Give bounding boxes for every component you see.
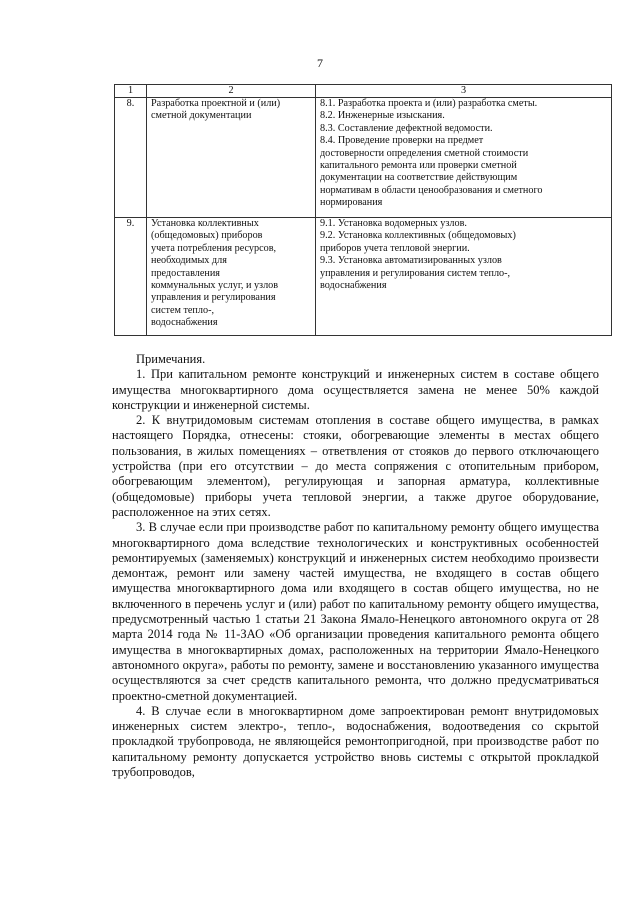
text-line: (общедомовых) приборов (151, 230, 263, 242)
column-header-2: 2 (147, 85, 316, 98)
note-paragraph: 3. В случае если при производстве работ по капитальному ремонту общего имущества многоквартирного дома вследствие технологических и конструктивных особенностей ремонтируемых (заменяемых) конструкций и инженерных систем необходимо произвести демонтаж, ремонт или замену частей имущества, не входящего в состав общего имущества многоквартирного дома или входящего в состав общего имущества, но не включенного в перечень услуг и (или) работ по капитальному ремонту общего имущества, предусмотренный частью 1 статьи 21 Закона Ямало-Ненецкого автономного округа от 28 марта 2014 года № 11-ЗАО «Об организации проведения капитального ремонта общего имущества в многоквартирных домах, расположенных на территории Ямало-Ненецкого автономного округа», работы по ремонту, замене и восстановлению указанного имущества осуществляются за счет средств капитального ремонта, что должно предусматриваться проектно-сметной документацией. (112, 520, 599, 703)
text-line: водоснабжения (320, 280, 387, 292)
work-type-cell (147, 218, 316, 336)
text-line: 9.1. Установка водомерных узлов. (320, 218, 467, 229)
notes-section (112, 352, 599, 780)
text-line: предоставления (151, 267, 220, 279)
text-line: нормативам в области ценообразования и сметного (320, 184, 543, 196)
notes-heading: Примечания. (136, 352, 206, 366)
text-line: приборов учета тепловой энергии. (320, 242, 470, 254)
page-number: 7 (317, 56, 323, 70)
row-number-cell: 8. (115, 98, 147, 218)
table-row (115, 218, 612, 336)
column-header-3: 3 (316, 85, 612, 98)
text-line: коммунальных услуг, и узлов (151, 280, 279, 292)
work-items-cell (316, 98, 612, 218)
table-header-row (115, 85, 612, 98)
text-line: управления и регулирования систем тепло-, (320, 267, 511, 279)
row-number-cell: 9. (115, 218, 147, 336)
note-paragraph: 1. При капитальном ремонте конструкций и инженерных систем в составе общего имущества многоквартирного дома осуществляется замена не менее 50% каждой конструкции и инженерной системы. (112, 367, 599, 412)
text-line: 8.4. Проведение проверки на предмет (320, 135, 484, 147)
work-type-cell (147, 98, 316, 218)
text-line: водоснабжения (151, 317, 218, 329)
column-header-1: 1 (115, 85, 147, 98)
text-line: 8.2. Инженерные изыскания. (320, 110, 445, 122)
text-line: Установка коллективных (151, 218, 259, 229)
text-line: управления и регулирования (151, 292, 276, 304)
text-line: систем тепло-, (151, 304, 215, 316)
note-paragraph: 4. В случае если в многоквартирном доме запроектирован ремонт внутридомовых инженерных систем электро-, тепло-, водоснабжения, водоотведения со скрытой прокладкой трубопровода, не являющейся ремонтопригодной, при производстве работ по капитальному ремонту допускается устройство вновь системы с открытой прокладкой трубопроводов, (112, 703, 599, 780)
text-line: 8.3. Составление дефектной ведомости. (320, 122, 493, 134)
text-line: капитального ремонта или проверки сметной (320, 160, 517, 172)
work-items-cell (316, 218, 612, 336)
text-line: 8.1. Разработка проекта и (или) разработка сметы. (320, 98, 538, 109)
table-row (115, 98, 612, 218)
text-line: достоверности определения сметной стоимости (320, 147, 529, 159)
text-line: 9.2. Установка коллективных (общедомовых) (320, 230, 516, 242)
text-line: документации на соответствие действующим (320, 172, 518, 184)
text-line: нормирования (320, 197, 383, 209)
text-line: сметной документации (151, 110, 252, 122)
text-line: 9.3. Установка автоматизированных узлов (320, 255, 502, 267)
text-line: необходимых для (151, 255, 227, 267)
text-line: Разработка проектной и (или) (151, 98, 281, 109)
works-table (114, 84, 612, 336)
text-line: учета потребления ресурсов, (151, 242, 277, 254)
note-paragraph: 2. К внутридомовым системам отопления в составе общего имущества, в рамках настоящего Порядка, отнесены: стояки, обогревающие элементы в местах общего пользования, в жилых помещениях – ответвления от стояков до первого отключающего устройства (при его отсутствии – до места сопряжения с отопительным прибором, обогревающим элементом), регулирующая и запорная арматура, коллективные (общедомовые) приборы учета тепловой энергии, а также другое оборудование, расположенное на этих сетях. (112, 413, 599, 519)
